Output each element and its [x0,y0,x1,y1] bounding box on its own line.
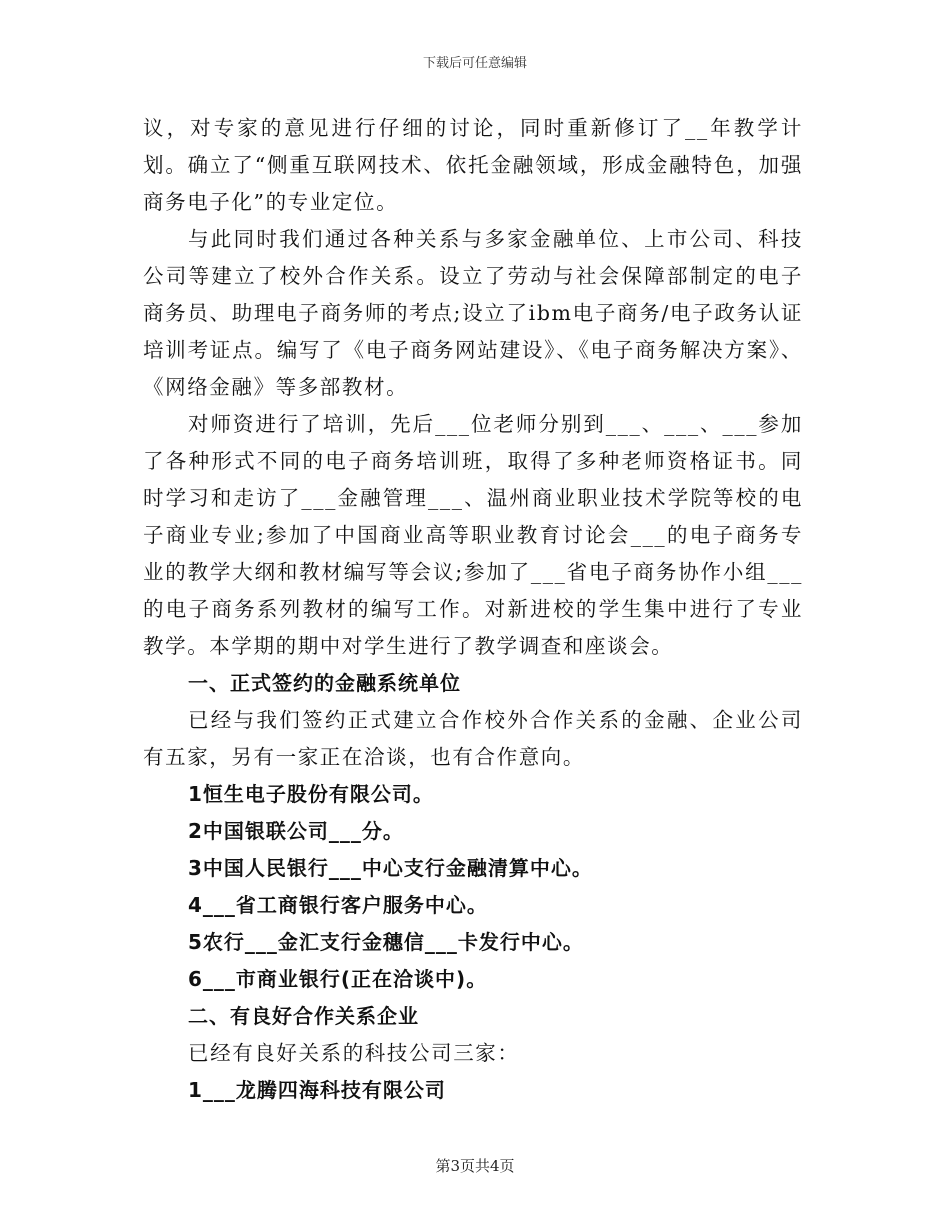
list-item: 6___市商业银行(正在洽谈中)。 [188,967,488,991]
list-item: 1___龙腾四海科技有限公司 [188,1078,446,1102]
section-heading-2: 二、有良好合作关系企业 [188,1004,419,1028]
list-item: 4___省工商银行客户服务中心。 [188,893,488,917]
page-header: 下载后可任意编辑 [422,56,527,71]
paragraph-training: 对师资进行了培训，先后___位老师分别到___、___、___参加了各种形式不同的电子商务培训班，取得了多种老师资格证书。同时学习和走访了___金融管理___、温州商业职业技术学院等校的电子商业专业;参加了中国商业高等职业教育讨论会___的电子商务专业的教学大纲和教材编写等会议;参加了___省电子商务协作小组___的电子商务系列教材的编写工作。对新进校的学生集中进行了专业教学。本学期的期中对学生进行了教学调查和座谈会。 [143,412,803,658]
paragraph-signed: 已经与我们签约正式建立合作校外合作关系的金融、企业公司有五家，另有一家正在洽谈，也有合作意向。 [143,708,803,769]
list-item: 2中国银联公司___分。 [188,819,404,843]
paragraph-tech-companies: 已经有良好关系的科技公司三家： [188,1041,520,1065]
page-footer: 第3页共4页 [435,1157,515,1175]
paragraph-partners: 与此同时我们通过各种关系与多家金融单位、上市公司、科技公司等建立了校外合作关系。设立了劳动与社会保障部制定的电子商务员、助理电子商务师的考点;设立了ibm电子商务/电子政务认证培训考证点。编写了《电子商务网站建设》、《电子商务解决方案》、《网络金融》等多部教材。 [143,227,803,399]
list-item: 5农行___金汇支行金穗信___卡发行中心。 [188,930,584,954]
paragraph-continuation: 议，对专家的意见进行仔细的讨论，同时重新修订了__年教学计划。确立了“侧重互联网技术、依托金融领域，形成金融特色，加强商务电子化”的专业定位。 [143,116,803,214]
section-heading-1: 一、正式签约的金融系统单位 [188,671,461,695]
list-item: 1恒生电子股份有限公司。 [188,782,434,806]
list-item: 3中国人民银行___中心支行金融清算中心。 [188,856,593,880]
document-body [143,110,803,1109]
